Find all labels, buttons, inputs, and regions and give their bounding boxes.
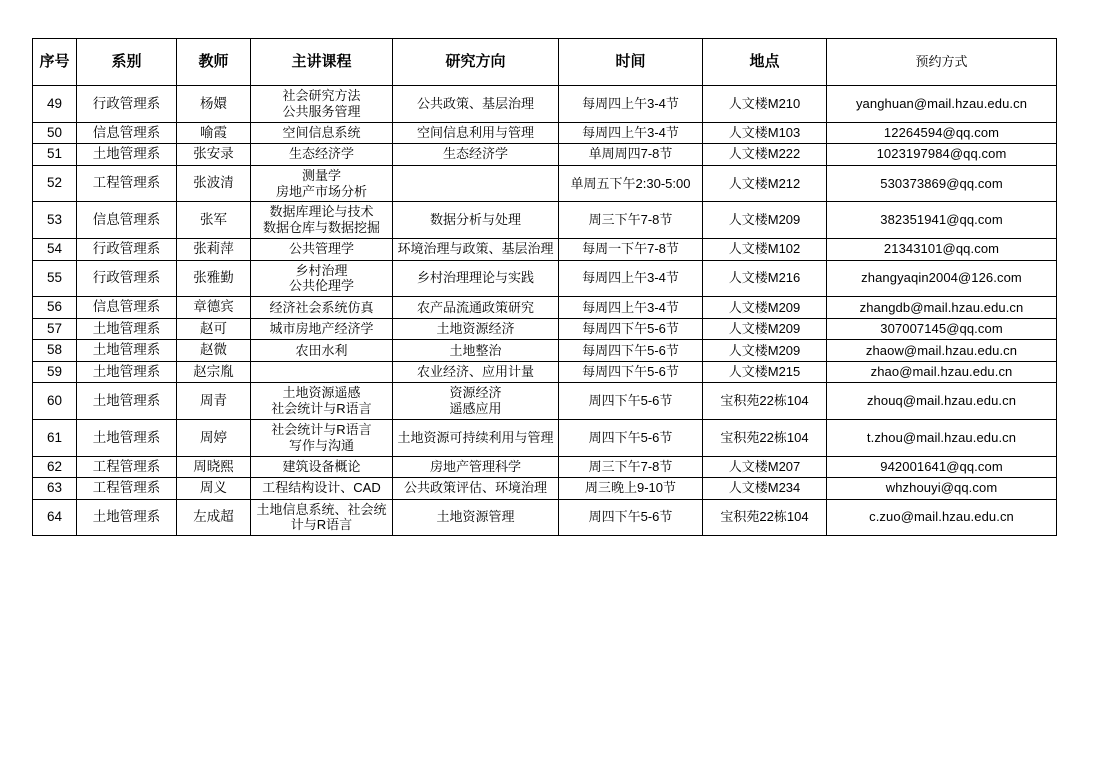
table-row [33,297,1057,318]
table-row [33,419,1057,456]
cell-research-lines [396,321,555,337]
cell-time-line: 周三下午7-8节 [588,458,673,474]
cell-department: 土地管理系 [77,383,177,420]
cell-research-line: 遥感应用 [449,401,502,417]
cell-research-lines [396,509,555,525]
cell-time-lines [562,459,699,475]
cell-place-line: 人文楼M215 [728,363,801,379]
cell-time-lines [562,480,699,496]
cell-research-line: 资源经济 [449,385,502,401]
cell-time-line: 周三下午7-8节 [588,212,673,228]
cell-contact: t.zhou@mail.hzau.edu.cn [827,419,1057,456]
cell-time-lines [562,96,699,112]
cell-research [393,478,559,499]
cell-course-line: 经济社会系统仿真 [269,299,374,315]
table-header [33,39,1057,86]
cell-time [559,144,703,165]
cell-place-line: 人文楼M216 [728,270,801,286]
cell-index: 52 [33,165,77,202]
cell-course-lines [254,480,389,496]
cell-course-lines [254,241,389,257]
cell-teacher: 张莉萍 [177,239,251,260]
cell-course-line: 农田水利 [295,342,348,358]
cell-index: 55 [33,260,77,297]
column-header-place: 地点 [703,39,827,86]
cell-research-line: 数据分析与处理 [429,212,521,228]
cell-research-line: 土地资源经济 [436,321,515,337]
cell-time-lines [562,241,699,257]
cell-time-line: 每周四下午5-6节 [582,342,679,358]
table-row [33,260,1057,297]
table-row [33,499,1057,536]
cell-index: 60 [33,383,77,420]
cell-department: 行政管理系 [77,86,177,123]
cell-place-line: 宝积苑22栋104 [720,429,809,445]
cell-department: 土地管理系 [77,419,177,456]
cell-place-line: 人文楼M209 [728,299,801,315]
cell-course-lines [254,263,389,295]
cell-department: 土地管理系 [77,318,177,339]
cell-index: 61 [33,419,77,456]
cell-department: 土地管理系 [77,361,177,382]
cell-course [251,456,393,477]
cell-research-line: 农产品流通政策研究 [416,299,534,315]
cell-course-lines [254,168,389,200]
cell-teacher: 周晓熙 [177,456,251,477]
cell-time-lines [562,212,699,228]
cell-course [251,122,393,143]
cell-course [251,86,393,123]
cell-contact: zhao@mail.hzau.edu.cn [827,361,1057,382]
cell-time [559,297,703,318]
cell-research-line: 土地资源管理 [436,509,515,525]
cell-course [251,165,393,202]
cell-place [703,239,827,260]
cell-course-line: 工程结构设计、CAD [262,480,381,496]
cell-course-line: 土地信息系统、社会统 [256,501,387,517]
column-header-time: 时间 [559,39,703,86]
cell-place-line: 人文楼M212 [728,175,801,191]
cell-department: 土地管理系 [77,340,177,361]
cell-place [703,419,827,456]
teacher-schedule-table [32,38,1057,536]
cell-time [559,499,703,536]
cell-teacher: 张军 [177,202,251,239]
cell-time-line: 每周四上午3-4节 [582,125,679,141]
cell-place-line: 人文楼M222 [728,146,801,162]
cell-place [703,361,827,382]
cell-time [559,361,703,382]
cell-research-lines [396,364,555,380]
cell-place-lines [706,509,823,525]
cell-course [251,260,393,297]
cell-time-lines [562,364,699,380]
cell-place-line: 人文楼M210 [728,95,801,111]
cell-research-line: 空间信息利用与管理 [416,125,534,141]
cell-time-line: 周三晚上9-10节 [584,480,677,496]
cell-place-line: 宝积苑22栋104 [720,393,809,409]
cell-time-lines [562,343,699,359]
cell-course-line: 写作与沟通 [288,437,354,453]
cell-time-lines [562,125,699,141]
cell-research-lines [396,480,555,496]
column-header-department: 系别 [77,39,177,86]
cell-place-line: 人文楼M209 [728,342,801,358]
column-header-research: 研究方向 [393,39,559,86]
cell-course-line: 公共伦理学 [288,278,354,294]
cell-contact: zhangdb@mail.hzau.edu.cn [827,297,1057,318]
cell-place [703,260,827,297]
cell-contact: 21343101@qq.com [827,239,1057,260]
table-row [33,122,1057,143]
cell-time-line: 单周周四7-8节 [588,146,673,162]
column-header-course: 主讲课程 [251,39,393,86]
cell-contact: 942001641@qq.com [827,456,1057,477]
cell-research [393,239,559,260]
cell-research-lines [396,125,555,141]
cell-index: 57 [33,318,77,339]
cell-research-lines [396,300,555,316]
cell-time-line: 每周一下午7-8节 [582,241,679,257]
table-row [33,383,1057,420]
cell-index: 53 [33,202,77,239]
cell-research-lines [396,459,555,475]
cell-contact: yanghuan@mail.hzau.edu.cn [827,86,1057,123]
cell-time [559,340,703,361]
cell-place-line: 人文楼M234 [728,480,801,496]
cell-place [703,86,827,123]
cell-index: 56 [33,297,77,318]
cell-place-lines [706,459,823,475]
cell-course [251,297,393,318]
cell-place-lines [706,364,823,380]
cell-place-lines [706,343,823,359]
cell-place-line: 人文楼M103 [728,125,801,141]
cell-department: 工程管理系 [77,165,177,202]
cell-course-line: 公共服务管理 [282,103,361,119]
cell-place [703,456,827,477]
cell-course [251,361,393,382]
cell-teacher: 杨嬛 [177,86,251,123]
cell-time [559,383,703,420]
cell-department: 行政管理系 [77,239,177,260]
cell-time [559,318,703,339]
cell-index: 58 [33,340,77,361]
cell-course-lines [254,300,389,316]
cell-teacher: 章德宾 [177,297,251,318]
cell-place-lines [706,146,823,162]
cell-course-line: 建筑设备概论 [282,458,361,474]
cell-research-line: 生态经济学 [442,146,508,162]
cell-course-line: 数据仓库与数据挖掘 [262,220,380,236]
cell-research-lines [396,212,555,228]
cell-time [559,456,703,477]
cell-course [251,383,393,420]
cell-course [251,318,393,339]
cell-time-lines [562,300,699,316]
cell-time [559,165,703,202]
cell-research-lines [396,430,555,446]
cell-place [703,202,827,239]
cell-course [251,202,393,239]
cell-place-line: 人文楼M209 [728,321,801,337]
cell-course-lines [254,385,389,417]
cell-research-line: 环境治理与政策、基层治理 [397,241,554,257]
cell-research [393,456,559,477]
column-header-contact: 预约方式 [827,39,1057,86]
cell-place [703,297,827,318]
cell-index: 54 [33,239,77,260]
cell-research-line: 房地产管理科学 [429,458,521,474]
cell-research [393,340,559,361]
cell-place-lines [706,96,823,112]
cell-place [703,122,827,143]
cell-research-lines [396,385,555,417]
cell-place-lines [706,125,823,141]
cell-time-line: 周四下午5-6节 [588,509,673,525]
cell-place-line: 人文楼M207 [728,458,801,474]
cell-course-line: 土地资源遥感 [282,385,361,401]
cell-course-line: 计与R语言 [290,517,353,533]
table-row [33,340,1057,361]
cell-contact: 307007145@qq.com [827,318,1057,339]
cell-contact: zhangyaqin2004@126.com [827,260,1057,297]
cell-teacher: 喻霞 [177,122,251,143]
cell-course-lines [254,146,389,162]
cell-course [251,478,393,499]
cell-contact: 382351941@qq.com [827,202,1057,239]
cell-place-line: 人文楼M102 [728,241,801,257]
cell-index: 51 [33,144,77,165]
cell-time [559,260,703,297]
table-row [33,478,1057,499]
cell-department: 行政管理系 [77,260,177,297]
cell-time-lines [562,430,699,446]
cell-course-line: 社会统计与R语言 [271,401,372,417]
cell-time-lines [562,176,699,192]
cell-department: 信息管理系 [77,122,177,143]
cell-course-lines [254,125,389,141]
table-row [33,144,1057,165]
cell-index: 50 [33,122,77,143]
cell-research-lines [396,241,555,257]
cell-course-line: 空间信息系统 [282,125,361,141]
cell-course-lines [254,204,389,236]
cell-contact: c.zuo@mail.hzau.edu.cn [827,499,1057,536]
cell-time-line: 每周四下午5-6节 [582,363,679,379]
cell-course-line: 数据库理论与技术 [269,204,374,220]
cell-place [703,383,827,420]
cell-research [393,499,559,536]
cell-time-line: 每周四上午3-4节 [582,270,679,286]
cell-department: 土地管理系 [77,144,177,165]
cell-contact: 12264594@qq.com [827,122,1057,143]
cell-department: 信息管理系 [77,297,177,318]
table-row [33,239,1057,260]
cell-place [703,499,827,536]
cell-time-line: 单周五下午2:30-5:00 [570,175,691,191]
cell-research-lines [396,270,555,286]
cell-time [559,122,703,143]
cell-index: 64 [33,499,77,536]
cell-place [703,144,827,165]
cell-place-lines [706,393,823,409]
cell-teacher: 赵可 [177,318,251,339]
cell-time-lines [562,270,699,286]
cell-time-line: 每周四下午5-6节 [582,321,679,337]
cell-course-line: 社会研究方法 [282,88,361,103]
cell-place-lines [706,300,823,316]
cell-research [393,318,559,339]
cell-place-lines [706,430,823,446]
cell-time [559,478,703,499]
cell-place-lines [706,480,823,496]
cell-research-lines [396,146,555,162]
cell-research-line: 公共政策评估、环境治理 [403,480,547,496]
cell-research [393,419,559,456]
cell-course-line: 生态经济学 [288,146,354,162]
cell-time-line: 每周四上午3-4节 [582,299,679,315]
cell-time-lines [562,146,699,162]
cell-contact: zhaow@mail.hzau.edu.cn [827,340,1057,361]
cell-research-line: 乡村治理理论与实践 [416,270,534,286]
cell-course [251,144,393,165]
cell-teacher: 周义 [177,478,251,499]
cell-index: 63 [33,478,77,499]
cell-research-lines [396,343,555,359]
cell-place-lines [706,176,823,192]
cell-place [703,165,827,202]
cell-research [393,122,559,143]
column-header-teacher: 教师 [177,39,251,86]
cell-contact: whzhouyi@qq.com [827,478,1057,499]
table-body [33,86,1057,536]
cell-department: 工程管理系 [77,478,177,499]
cell-course [251,499,393,536]
cell-contact: 530373869@qq.com [827,165,1057,202]
cell-teacher: 赵微 [177,340,251,361]
cell-research-line: 土地整治 [449,342,502,358]
cell-course-lines [254,343,389,359]
cell-time [559,202,703,239]
cell-course-lines [254,422,389,454]
cell-contact: zhouq@mail.hzau.edu.cn [827,383,1057,420]
cell-research [393,361,559,382]
cell-course-line: 公共管理学 [288,241,354,257]
cell-research [393,383,559,420]
table-row [33,318,1057,339]
cell-research [393,202,559,239]
cell-index: 62 [33,456,77,477]
cell-research [393,165,559,202]
cell-place-lines [706,241,823,257]
cell-time-lines [562,393,699,409]
cell-research-line: 农业经济、应用计量 [416,363,534,379]
cell-place [703,478,827,499]
cell-teacher: 赵宗胤 [177,361,251,382]
cell-course-line: 城市房地产经济学 [269,321,374,337]
cell-research [393,297,559,318]
cell-department: 信息管理系 [77,202,177,239]
cell-teacher: 张安录 [177,144,251,165]
cell-course [251,340,393,361]
cell-teacher: 周婷 [177,419,251,456]
cell-place-lines [706,321,823,337]
cell-teacher: 张雅勤 [177,260,251,297]
cell-teacher: 张波清 [177,165,251,202]
cell-place-line: 人文楼M209 [728,212,801,228]
cell-research-lines [396,96,555,112]
cell-department: 土地管理系 [77,499,177,536]
table-row [33,202,1057,239]
column-header-index: 序号 [33,39,77,86]
cell-course-lines [254,459,389,475]
cell-research [393,86,559,123]
cell-time-lines [562,509,699,525]
table-header-row [33,39,1057,86]
cell-contact: 1023197984@qq.com [827,144,1057,165]
cell-teacher: 左成超 [177,499,251,536]
table-row [33,165,1057,202]
cell-place [703,340,827,361]
cell-place-lines [706,270,823,286]
cell-time [559,419,703,456]
cell-research [393,144,559,165]
cell-course-lines [254,321,389,337]
table-row [33,361,1057,382]
cell-course [251,239,393,260]
cell-time-line: 周四下午5-6节 [588,429,673,445]
cell-time [559,86,703,123]
cell-course-line: 房地产市场分析 [275,183,367,199]
table-row [33,456,1057,477]
cell-index: 49 [33,86,77,123]
cell-course-lines [254,88,389,120]
cell-index: 59 [33,361,77,382]
cell-course-lines [254,502,389,534]
cell-course-line: 乡村治理 [295,262,348,278]
cell-department: 工程管理系 [77,456,177,477]
cell-research-line: 公共政策、基层治理 [416,95,534,111]
cell-time [559,239,703,260]
cell-place [703,318,827,339]
cell-course-line: 社会统计与R语言 [271,421,372,437]
cell-time-lines [562,321,699,337]
cell-time-line: 周四下午5-6节 [588,393,673,409]
cell-course [251,419,393,456]
cell-place-lines [706,212,823,228]
cell-time-line: 每周四上午3-4节 [582,95,679,111]
cell-research-line: 土地资源可持续利用与管理 [397,429,554,445]
cell-course-line: 测量学 [301,167,341,183]
cell-place-line: 宝积苑22栋104 [720,509,809,525]
cell-research [393,260,559,297]
cell-teacher: 周青 [177,383,251,420]
table-row [33,86,1057,123]
